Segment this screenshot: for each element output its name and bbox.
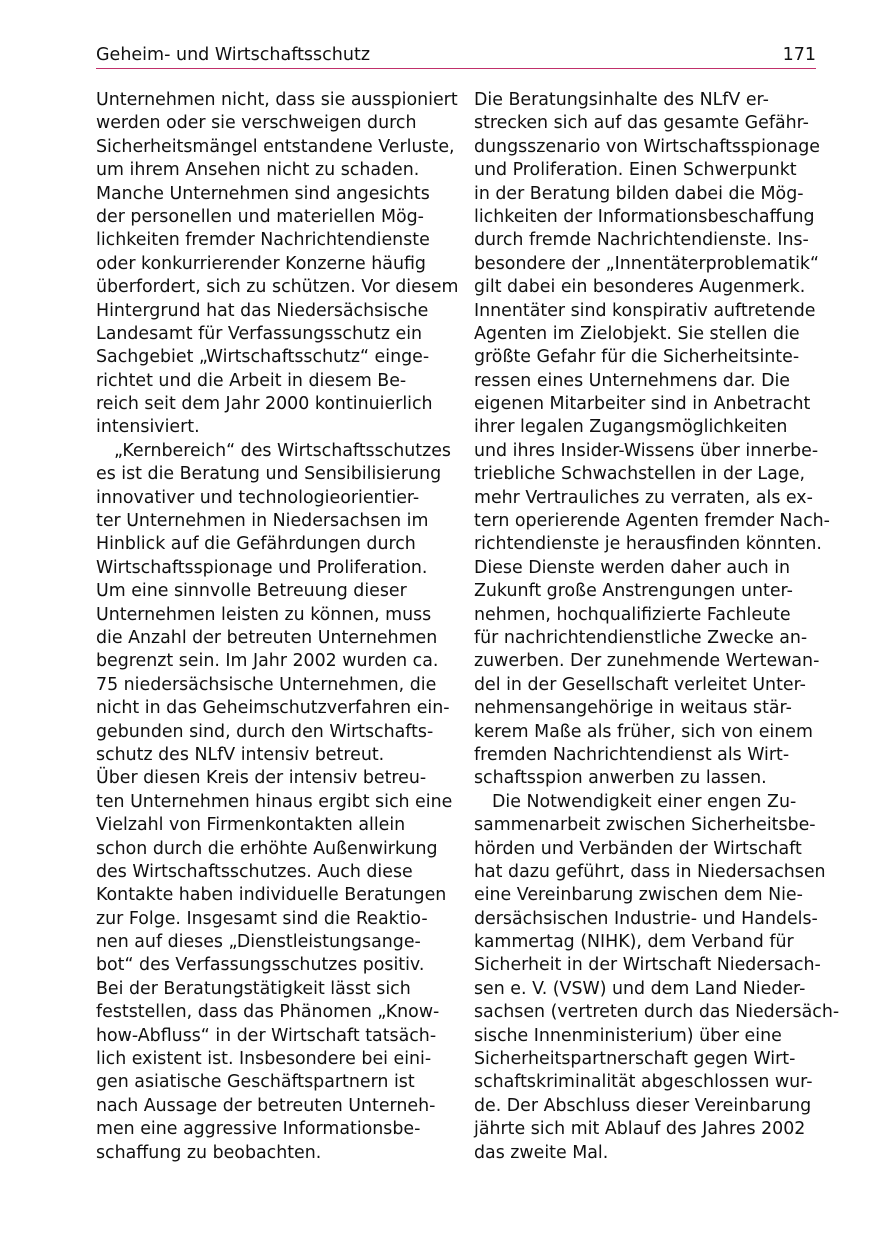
text-line: tern operierende Agenten fremder Nach- <box>474 511 830 532</box>
paragraph-start-line: Die Notwendigkeit einer engen Zu- <box>492 791 797 812</box>
text-line: nach Aussage der betreuten Unterneh- <box>96 1095 436 1116</box>
text-line: Wirtschaftsspionage und Proliferation. <box>96 557 428 578</box>
text-line: zuwerben. Der zunehmende Wertewan- <box>474 651 820 672</box>
text-line: nen auf dieses „Dienstleistungsange- <box>96 932 421 953</box>
text-line: um ihrem Ansehen nicht zu schaden. <box>96 160 420 181</box>
text-line: schaftskriminalität abgeschlossen wur- <box>474 1072 813 1093</box>
text-line: durch fremde Nachrichtendienste. Ins- <box>474 230 809 251</box>
text-line: schaftsspion anwerben zu lassen. <box>474 768 767 789</box>
text-line: besondere der „Innentäterproblematik“ <box>474 253 820 274</box>
text-line: kerem Maße als früher, sich von einem <box>474 721 813 742</box>
text-line: Bei der Beratungstätigkeit lässt sich <box>96 978 411 999</box>
text-line: schutz des NLfV intensiv betreut. <box>96 744 385 765</box>
text-line: Zukunft große Anstrengungen unter- <box>474 581 793 602</box>
text-line: strecken sich auf das gesamte Gefähr- <box>474 113 809 134</box>
text-line: nicht in das Geheimschutzverfahren ein- <box>96 698 450 719</box>
text-line: zur Folge. Insgesamt sind die Reaktio- <box>96 908 428 929</box>
text-line: Manche Unternehmen sind angesichts <box>96 183 430 204</box>
text-line: hörden und Verbänden der Wirtschaft <box>474 838 802 859</box>
text-line: men eine aggressive Informationsbe- <box>96 1119 421 1140</box>
text-line: del in der Gesellschaft verleitet Unter- <box>474 674 806 695</box>
text-line: Hinblick auf die Gefährdungen durch <box>96 534 416 555</box>
text-line: es ist die Beratung und Sensibilisierung <box>96 464 442 485</box>
text-line: richtendienste je herausfinden könnten. <box>474 534 822 555</box>
text-line: oder konkurrierender Konzerne häufig <box>96 253 426 274</box>
text-line: mehr Vertrauliches zu verraten, als ex- <box>474 487 813 508</box>
text-line: innovativer und technologieorientier- <box>96 487 420 508</box>
text-line: dungsszenario von Wirtschaftsspionage <box>474 136 820 157</box>
text-line: begrenzt sein. Im Jahr 2002 wurden ca. <box>96 651 439 672</box>
text-line: de. Der Abschluss dieser Vereinbarung <box>474 1095 812 1116</box>
text-line: Sicherheit in der Wirtschaft Niedersach- <box>474 955 821 976</box>
text-line: Um eine sinnvolle Betreuung dieser <box>96 581 407 602</box>
text-line: werden oder sie verschweigen durch <box>96 113 417 134</box>
text-line: eine Vereinbarung zwischen dem Nie- <box>474 885 803 906</box>
text-line: schon durch die erhöhte Außenwirkung <box>96 838 438 859</box>
text-line: ressen eines Unternehmens dar. Die <box>474 370 791 391</box>
page-number: 171 <box>782 45 816 65</box>
text-line: für nachrichtendienstliche Zwecke an- <box>474 627 808 648</box>
text-line: und ihres Insider-Wissens über innerbe- <box>474 440 819 461</box>
text-line: Unternehmen leisten zu können, muss <box>96 604 432 625</box>
left-column <box>96 89 459 1165</box>
text-line: hat dazu geführt, dass in Niedersachsen <box>474 861 826 882</box>
text-line: dersächsischen Industrie- und Handels- <box>474 908 818 929</box>
text-line: sammenarbeit zwischen Sicherheitsbe- <box>474 815 816 836</box>
paragraph-start-line: „Kernbereich“ des Wirtschaftsschutzes <box>114 440 451 461</box>
text-line: eigenen Mitarbeiter sind in Anbetracht <box>474 394 811 415</box>
text-line: lichkeiten der Informationsbeschaffung <box>474 206 815 227</box>
text-line: Innentäter sind konspirativ auftretende <box>474 300 816 321</box>
text-line: richtet und die Arbeit in diesem Be- <box>96 370 407 391</box>
text-line: how-Abfluss“ in der Wirtschaft tatsäch- <box>96 1025 437 1046</box>
text-line: lichkeiten fremder Nachrichtendienste <box>96 230 430 251</box>
text-line: Hintergrund hat das Niedersächsische <box>96 300 429 321</box>
text-line: Agenten im Zielobjekt. Sie stellen die <box>474 323 800 344</box>
text-line: Diese Dienste werden daher auch in <box>474 557 791 578</box>
text-line: feststellen, dass das Phänomen „Know- <box>96 1002 440 1023</box>
text-line: nehmensangehörige in weitaus stär- <box>474 698 792 719</box>
text-line: Die Beratungsinhalte des NLfV er- <box>474 90 769 110</box>
text-line: größte Gefahr für die Sicherheitsinte- <box>474 347 800 368</box>
header-title: Geheim- und Wirtschaftsschutz <box>96 45 371 65</box>
text-line: triebliche Schwachstellen in der Lage, <box>474 464 805 485</box>
text-line: bot“ des Verfassungsschutzes positiv. <box>96 955 425 976</box>
text-line: das zweite Mal. <box>474 1142 609 1163</box>
text-line: die Anzahl der betreuten Unternehmen <box>96 627 438 648</box>
text-line: ihrer legalen Zugangsmöglichkeiten <box>474 417 788 438</box>
text-line: kammertag (NIHK), dem Verband für <box>474 932 794 953</box>
text-line: sen e. V. (VSW) und dem Land Nieder- <box>474 978 806 999</box>
text-line: Vielzahl von Firmenkontakten allein <box>96 815 406 836</box>
text-line: ter Unternehmen in Niedersachsen im <box>96 511 429 532</box>
text-line: und Proliferation. Einen Schwerpunkt <box>474 160 797 181</box>
right-column <box>474 89 840 1165</box>
text-line: ten Unternehmen hinaus ergibt sich eine <box>96 791 453 812</box>
text-line: der personellen und materiellen Mög- <box>96 206 424 227</box>
text-line: Über diesen Kreis der intensiv betreu- <box>96 768 427 789</box>
text-line: jährte sich mit Ablauf des Jahres 2002 <box>474 1119 806 1140</box>
text-line: überfordert, sich zu schützen. Vor diesem <box>96 277 459 298</box>
text-line: gen asiatische Geschäftspartnern ist <box>96 1072 415 1093</box>
text-line: sachsen (vertreten durch das Niedersäch- <box>474 1002 840 1023</box>
text-line: 75 niedersächsische Unternehmen, die <box>96 674 437 695</box>
text-line: gebunden sind, durch den Wirtschafts- <box>96 721 434 742</box>
text-line: intensiviert. <box>96 417 200 438</box>
text-line: Kontakte haben individuelle Beratungen <box>96 885 447 906</box>
text-line: Unternehmen nicht, dass sie ausspioniert <box>96 90 458 110</box>
text-line: fremden Nachrichtendienst als Wirt- <box>474 744 790 765</box>
running-header <box>96 42 816 69</box>
text-line: sische Innenministerium) über eine <box>474 1025 782 1046</box>
text-line: lich existent ist. Insbesondere bei eini- <box>96 1049 432 1070</box>
text-line: Sachgebiet „Wirtschaftsschutz“ einge- <box>96 347 430 368</box>
text-line: in der Beratung bilden dabei die Mög- <box>474 183 804 204</box>
text-line: Sicherheitspartnerschaft gegen Wirt- <box>474 1049 796 1070</box>
text-line: Landesamt für Verfassungsschutz ein <box>96 323 423 344</box>
text-line: reich seit dem Jahr 2000 kontinuierlich <box>96 394 433 415</box>
text-line: Sicherheitsmängel entstandene Verluste, <box>96 136 455 157</box>
text-line: des Wirtschaftsschutzes. Auch diese <box>96 861 413 882</box>
text-line: schaffung zu beobachten. <box>96 1142 322 1163</box>
text-line: gilt dabei ein besonderes Augenmerk. <box>474 277 806 298</box>
text-line: nehmen, hochqualifizierte Fachleute <box>474 604 791 625</box>
